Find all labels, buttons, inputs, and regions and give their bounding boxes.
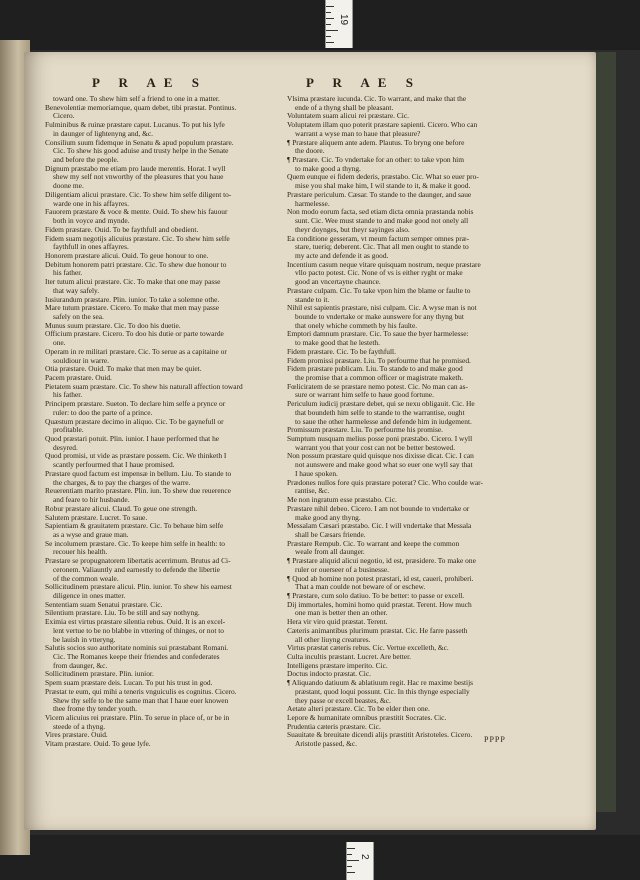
text-line: Præstat te eum, qui mihi a teneris vnguiculis es cognitus. Cicero.: [45, 687, 237, 696]
scan-backdrop-top: [0, 0, 640, 50]
text-line: and feare to hir husbande.: [53, 496, 130, 505]
text-line: Iter tutum alicui præstare. Cic. To make that one may passe: [45, 278, 221, 287]
text-line: ¶ Præstare, cum solo datiuo. To be better: to passe or excell.: [287, 591, 465, 600]
text-line: his father.: [53, 391, 83, 400]
text-line: Cæteris animantibus plurimum præstat. Cic. He farre passeth: [287, 626, 468, 635]
text-line: Fidem promissi præstare. Liu. To perfourme that he promised.: [287, 356, 471, 365]
text-line: rantise, &c.: [295, 487, 330, 496]
text-line: Intelligens præstare imperito. Cic.: [287, 661, 388, 670]
text-line: Promissum præstare. Liu. To perfourme his promise.: [287, 426, 443, 435]
measuring-ruler-bottom: [346, 842, 374, 880]
text-line: Virtus præstat cæteris rebus. Cic. Vertue excelleth, &c.: [287, 644, 449, 653]
text-line: make good any thyng.: [295, 513, 361, 522]
text-line: Doctus indocto præstat. Cic.: [287, 670, 371, 679]
text-line: Vicem alicuius rei præstare. Plin. To serue in place of, or be in: [45, 714, 230, 723]
right-text-column: [287, 95, 549, 749]
text-line: warde one in his affayres.: [53, 199, 129, 208]
text-line: warrant you that your cost can not be better bestowed.: [295, 443, 456, 452]
text-line: Cic. To shew his good aduise and trusty helpe in the Senate: [53, 147, 229, 156]
text-line: bounde to vndertake or make aunswere for any thyng but: [295, 312, 464, 321]
text-line: Fidem præstare publicam. Liu. To stande to and make good: [287, 365, 463, 374]
running-head-left: P R AE S: [92, 75, 207, 90]
text-line: one man is better then an other.: [295, 609, 388, 618]
text-line: Principem præstare. Sueton. To declare him selfe a prynce or: [45, 400, 226, 409]
text-line: doone me.: [53, 182, 84, 191]
text-line: Sollicitudinem præstare. Plin. iunior.: [45, 670, 154, 679]
text-line: Quæstum præstare decimo in aliquo. Cic. To be gaynefull or: [45, 417, 224, 426]
text-line: Messalam Cæsari præstabo. Cic. I will vndertake that Messala: [287, 522, 472, 531]
text-line: Munus suum præstare. Cic. To doo his duetie.: [45, 321, 181, 330]
text-line: recouer his health.: [53, 548, 108, 557]
text-line: Fidem suam negotijs alicuius præstare. Cic. To shew him selfe: [45, 234, 230, 243]
text-line: Periculum iudicij præstare debet, qui se nexu obligauit. Cic. He: [287, 400, 475, 409]
text-line: scantly perfourmed that I haue promised.: [53, 461, 175, 470]
text-line: the promise that a common officer or magistrate maketh.: [295, 374, 463, 382]
text-line: Præstare nihil debeo. Cicero. I am not bounde to vndertake or: [287, 504, 470, 513]
text-line: Operam in re militari præstare. Cic. To serue as a capitaine or: [45, 347, 227, 356]
text-line: ceronem. Valiauntly and earnestly to defende the libertie: [53, 565, 220, 574]
text-line: mise you shal make him, I wil stande to it, & make it good.: [295, 182, 471, 191]
text-line: Nihil est sapientis præstare, nisi culpam. Cic. A wyse man is not: [287, 304, 477, 313]
text-line: all other liuyng creatures.: [295, 635, 371, 644]
text-line: weale from all daunger.: [295, 548, 365, 557]
text-line: Shew thy selfe to be the same man that I haue euer knowen: [53, 696, 229, 705]
text-line: Robur præstare alicui. Claud. To geue one strength.: [45, 504, 198, 513]
text-line: Hera vir viro quid præstat. Terent.: [287, 618, 388, 627]
text-line: of the common weale.: [53, 574, 119, 583]
text-line: Cic. The Romanes keepe their friendes and confederates: [53, 653, 220, 661]
text-line: Vires præstare. Ouid.: [45, 731, 108, 740]
text-line: safely on the sea.: [53, 312, 104, 321]
text-line: Emptori damnum præstare. Cic. To saue the byer harmelesse:: [287, 330, 469, 339]
scan-backdrop-bottom: [0, 835, 640, 880]
text-line: Fidem præstare. Ouid. To be faythfull and obedient.: [45, 225, 199, 234]
text-line: stare, tueriq; deberent. Cic. That all men ought to stande to: [295, 243, 469, 252]
text-line: ¶ Aliquando datiuum & ablatiuum regit. Hac re maxime bestijs: [287, 679, 474, 688]
running-head-right: P R AE S: [306, 75, 421, 90]
text-line: Diligentiam alicui præstare. Cic. To shew him selfe diligent to-: [45, 190, 232, 199]
text-line: Se incolumem præstare. Cic. To keepe him selfe in health: to: [45, 539, 225, 548]
text-line: as a wyse and graue man.: [53, 530, 129, 539]
text-line: Vitam præstare. Ouid. To geue lyfe.: [45, 740, 151, 749]
text-line: ruler: to doo the parte of a prince.: [53, 408, 153, 417]
text-line: not aunswere and make good what so euer one wyll say that: [295, 461, 473, 470]
text-line: that boundeth him selfe to stande to the warrantise, ought: [295, 408, 465, 417]
text-line: Ea conditione gesseram, vt meum factum semper omnes præ-: [287, 234, 470, 243]
text-line: desyred.: [53, 443, 78, 452]
text-line: Præstare culpam. Cic. To take vpon him the blame or faulte to: [287, 286, 471, 295]
text-line: Sententiam suam Senatui præstare. Cic.: [45, 600, 163, 609]
text-line: profitable.: [53, 426, 84, 435]
text-line: Aetate alteri præstare. Cic. To be elder then one.: [287, 705, 430, 714]
text-line: Culta incultis præstant. Lucret. Are better.: [287, 653, 411, 661]
text-line: Aristotle passed, &c.: [295, 740, 357, 749]
text-line: That a man coulde not beware of or eschew.: [295, 583, 426, 592]
text-line: toward one. To shew him self a friend to one in a matter.: [53, 95, 220, 103]
text-line: Prudentia cæteris præstare. Cic.: [287, 722, 381, 731]
text-line: thee frome thy tender youth.: [53, 705, 137, 714]
ruler-bottom-label: 2: [359, 854, 370, 860]
signature-mark: PPPP: [484, 735, 506, 744]
text-line: they passe or excell beastes, &c.: [295, 696, 391, 705]
text-line: and before the people.: [53, 156, 119, 165]
text-line: Lepore & humanitate omnibus præstitit Socrates. Cic.: [287, 714, 447, 723]
text-line: præstant, quod loqui possunt. Cic. In this thynge especially: [295, 687, 470, 696]
text-line: good an vncertayne chaunce.: [295, 278, 381, 287]
ruler-top-label: 19: [338, 14, 349, 26]
text-line: that onely whiche commeth by his faulte.: [295, 321, 418, 330]
text-line: ruler or ouerseer of a businesse.: [295, 565, 389, 574]
text-line: Fidem præstare. Cic. To be faythfull.: [287, 347, 396, 356]
text-line: Voluntatem suam alicui rei præstare. Cic.: [287, 112, 409, 121]
text-line: Non possum præstare quid quisque nos dixisse dicat. Cic. I can: [287, 452, 474, 461]
text-line: Silentium præstare. Liu. To be still and say nothyng.: [45, 609, 200, 618]
text-line: ¶ Præstare. Cic. To vndertake for an other: to take vpon him: [287, 156, 464, 165]
text-line: Voluptatem illam quo poterit præstare sapienti. Cicero. Who can: [287, 121, 478, 130]
text-line: Vlsima præstare iucunda. Cic. To warrant, and make that the: [287, 95, 467, 103]
text-line: Me non ingratum esse præstabo. Cic.: [287, 496, 397, 505]
text-line: Quod promisi, ut vide as præstare possem. Cic. We thinketh I: [45, 452, 227, 461]
text-line: faythfull in ones affayres.: [53, 243, 129, 252]
text-line: warrant a wyse man to haue that pleasure?: [295, 129, 421, 138]
text-line: Honorem præstare alicui. Ouid. To geue honour to one.: [45, 251, 209, 260]
text-line: that way safely.: [53, 286, 100, 295]
text-line: one.: [53, 339, 66, 348]
text-line: Fulminibus & ruinæ præstare caput. Lucanus. To put his lyfe: [45, 121, 225, 130]
text-line: in daunger of lightenyng and, &c.: [53, 129, 153, 138]
text-line: Incentium casum neque vitare quisquam nostrum, neque præstare: [287, 260, 481, 269]
text-line: Sumptum nusquam melius posse poni præstabo. Cicero. I wyll: [287, 435, 473, 444]
text-line: Quod præstari potuit. Plin. iunior. I haue performed that he: [45, 435, 220, 444]
text-line: ende of a thyng shall be pleasant.: [295, 103, 394, 112]
text-line: lent vertue to be no blabbe in vttering of thinges, or not to: [53, 626, 224, 635]
text-line: Præstare se propugnatorem libertatis acerrimum. Brutus ad Ci-: [45, 557, 231, 566]
text-line: Fœliciratem de se præstare nemo potest. Cic. No man can as-: [287, 382, 469, 391]
text-line: Prædones nullos fore quis præstare poterat? Cic. Who coulde war-: [287, 478, 483, 487]
text-line: Sollicitudinem præstare alicui. Plin. iunior. To shew his earnest: [45, 583, 232, 592]
text-line: stande to it.: [295, 295, 330, 304]
text-line: Fauorem præstare & voce & mente. Ouid. To shew his fauour: [45, 208, 228, 217]
text-line: Otia præstare. Ouid. To make that men may be quiet.: [45, 365, 202, 374]
text-line: Debitum honorem patri præstare. Cic. To shew due honour to: [45, 260, 227, 269]
text-line: to make good a thyng.: [295, 164, 361, 173]
text-line: from daunger, &c.: [53, 661, 108, 670]
text-line: I haue spoken.: [295, 469, 338, 478]
text-line: Iusiurandum præstare. Plin. iunior. To take a solemne othe.: [45, 295, 220, 304]
text-line: shall be Cæsars friende.: [295, 530, 366, 539]
text-line: Benevolentiæ memoriamque, quam debet, tibi præstat. Pontinus.: [45, 103, 237, 112]
text-line: vllo pacto potest. Cic. None of vs is either ryght or make: [295, 269, 463, 278]
text-line: the doore.: [295, 147, 325, 156]
text-line: diligence in ones matter.: [53, 591, 126, 600]
text-line: souldiour in warre.: [53, 356, 110, 365]
text-line: his father.: [53, 269, 83, 278]
text-line: steede of a thyng.: [53, 722, 106, 731]
text-line: Præstare periculum. Cæsar. To stande to the daunger, and saue: [287, 190, 472, 199]
text-line: shew my self not vnworthy of the pleasures that you haue: [53, 173, 224, 182]
text-line: ¶ Præstare aliquid alicui negotio, id est, præsidere. To make one: [287, 557, 476, 566]
text-line: Non modo eorum facta, sed etiam dicta omnia præstanda nobis: [287, 208, 474, 217]
text-line: Salutis socios suo authoritate nominis sui præstabant Romani.: [45, 644, 229, 653]
text-line: Dij immortales, homini homo quid præstat. Terent. How much: [287, 600, 472, 609]
text-line: Pacem præstare. Ouid.: [45, 374, 112, 382]
left-text-column: [45, 95, 300, 749]
text-line: the charges, & to pay the charges of the warre.: [53, 478, 191, 487]
text-line: be lauish in vtteryng.: [53, 635, 116, 644]
text-line: Quem eunque ei fidem dederis, præstabo. Cic. What so euer pro-: [287, 173, 479, 182]
text-line: Suauitate & breuitate dicendi alijs præstitit Aristoteles. Cicero.: [287, 731, 473, 740]
text-line: sure or warrant him selfe to haue good fortune.: [295, 391, 434, 400]
text-line: sunt. Cic. Wee must stande to and make good not onely all: [295, 217, 469, 226]
text-line: Consilium suum fidemque in Senatu & apud populum præstare.: [45, 138, 234, 147]
text-line: theyr doynges, but theyr sayinges also.: [295, 225, 410, 234]
text-line: Salutem præstare. Lucret. To saue.: [45, 513, 148, 522]
text-line: Dignum præstabo me etiam pro laude merentis. Horat. I wyll: [45, 164, 226, 173]
measuring-ruler-top: [325, 0, 353, 48]
text-line: Mare tutum præstare. Cicero. To make that men may passe: [45, 304, 220, 313]
text-line: Pietatem suam præstare. Cic. To shew his naturall affection toward: [45, 382, 243, 391]
text-line: Officium præstare. Cicero. To doo his dutie or parte towarde: [45, 330, 224, 339]
text-line: ¶ Quod ab homine non potest præstari, id est, caueri, prohiberi.: [287, 574, 474, 583]
text-line: Reuerentiam marito præstare. Plin. iun. To shew due reuerence: [45, 487, 231, 496]
text-line: Sapientiam & grauitatem præstare. Cic. To behaue him selfe: [45, 522, 224, 531]
text-line: to make good that he lesteth.: [295, 339, 380, 348]
text-line: Præstare Rempub. Cic. To warrant and keepe the common: [287, 539, 460, 548]
text-line: both in voyce and mynde.: [53, 217, 130, 226]
text-line: my acte and defende it as good.: [295, 251, 389, 260]
text-line: Spem suam præstare deis. Lucan. To put his trust in god.: [45, 679, 213, 688]
text-line: Præstare quod factum est impensæ in bellum. Liu. To stande to: [45, 469, 232, 478]
text-line: ¶ Præstare aliquem ante adem. Plautus. To bryng one before: [287, 138, 465, 147]
text-line: harmelesse.: [295, 199, 330, 208]
text-line: Eximia est virtus præstare silentia rebus. Ouid. It is an excel-: [45, 618, 226, 627]
text-line: to saue the other harmelesse and defende him in iudgement.: [295, 417, 472, 426]
text-line: Cicero.: [53, 112, 75, 121]
